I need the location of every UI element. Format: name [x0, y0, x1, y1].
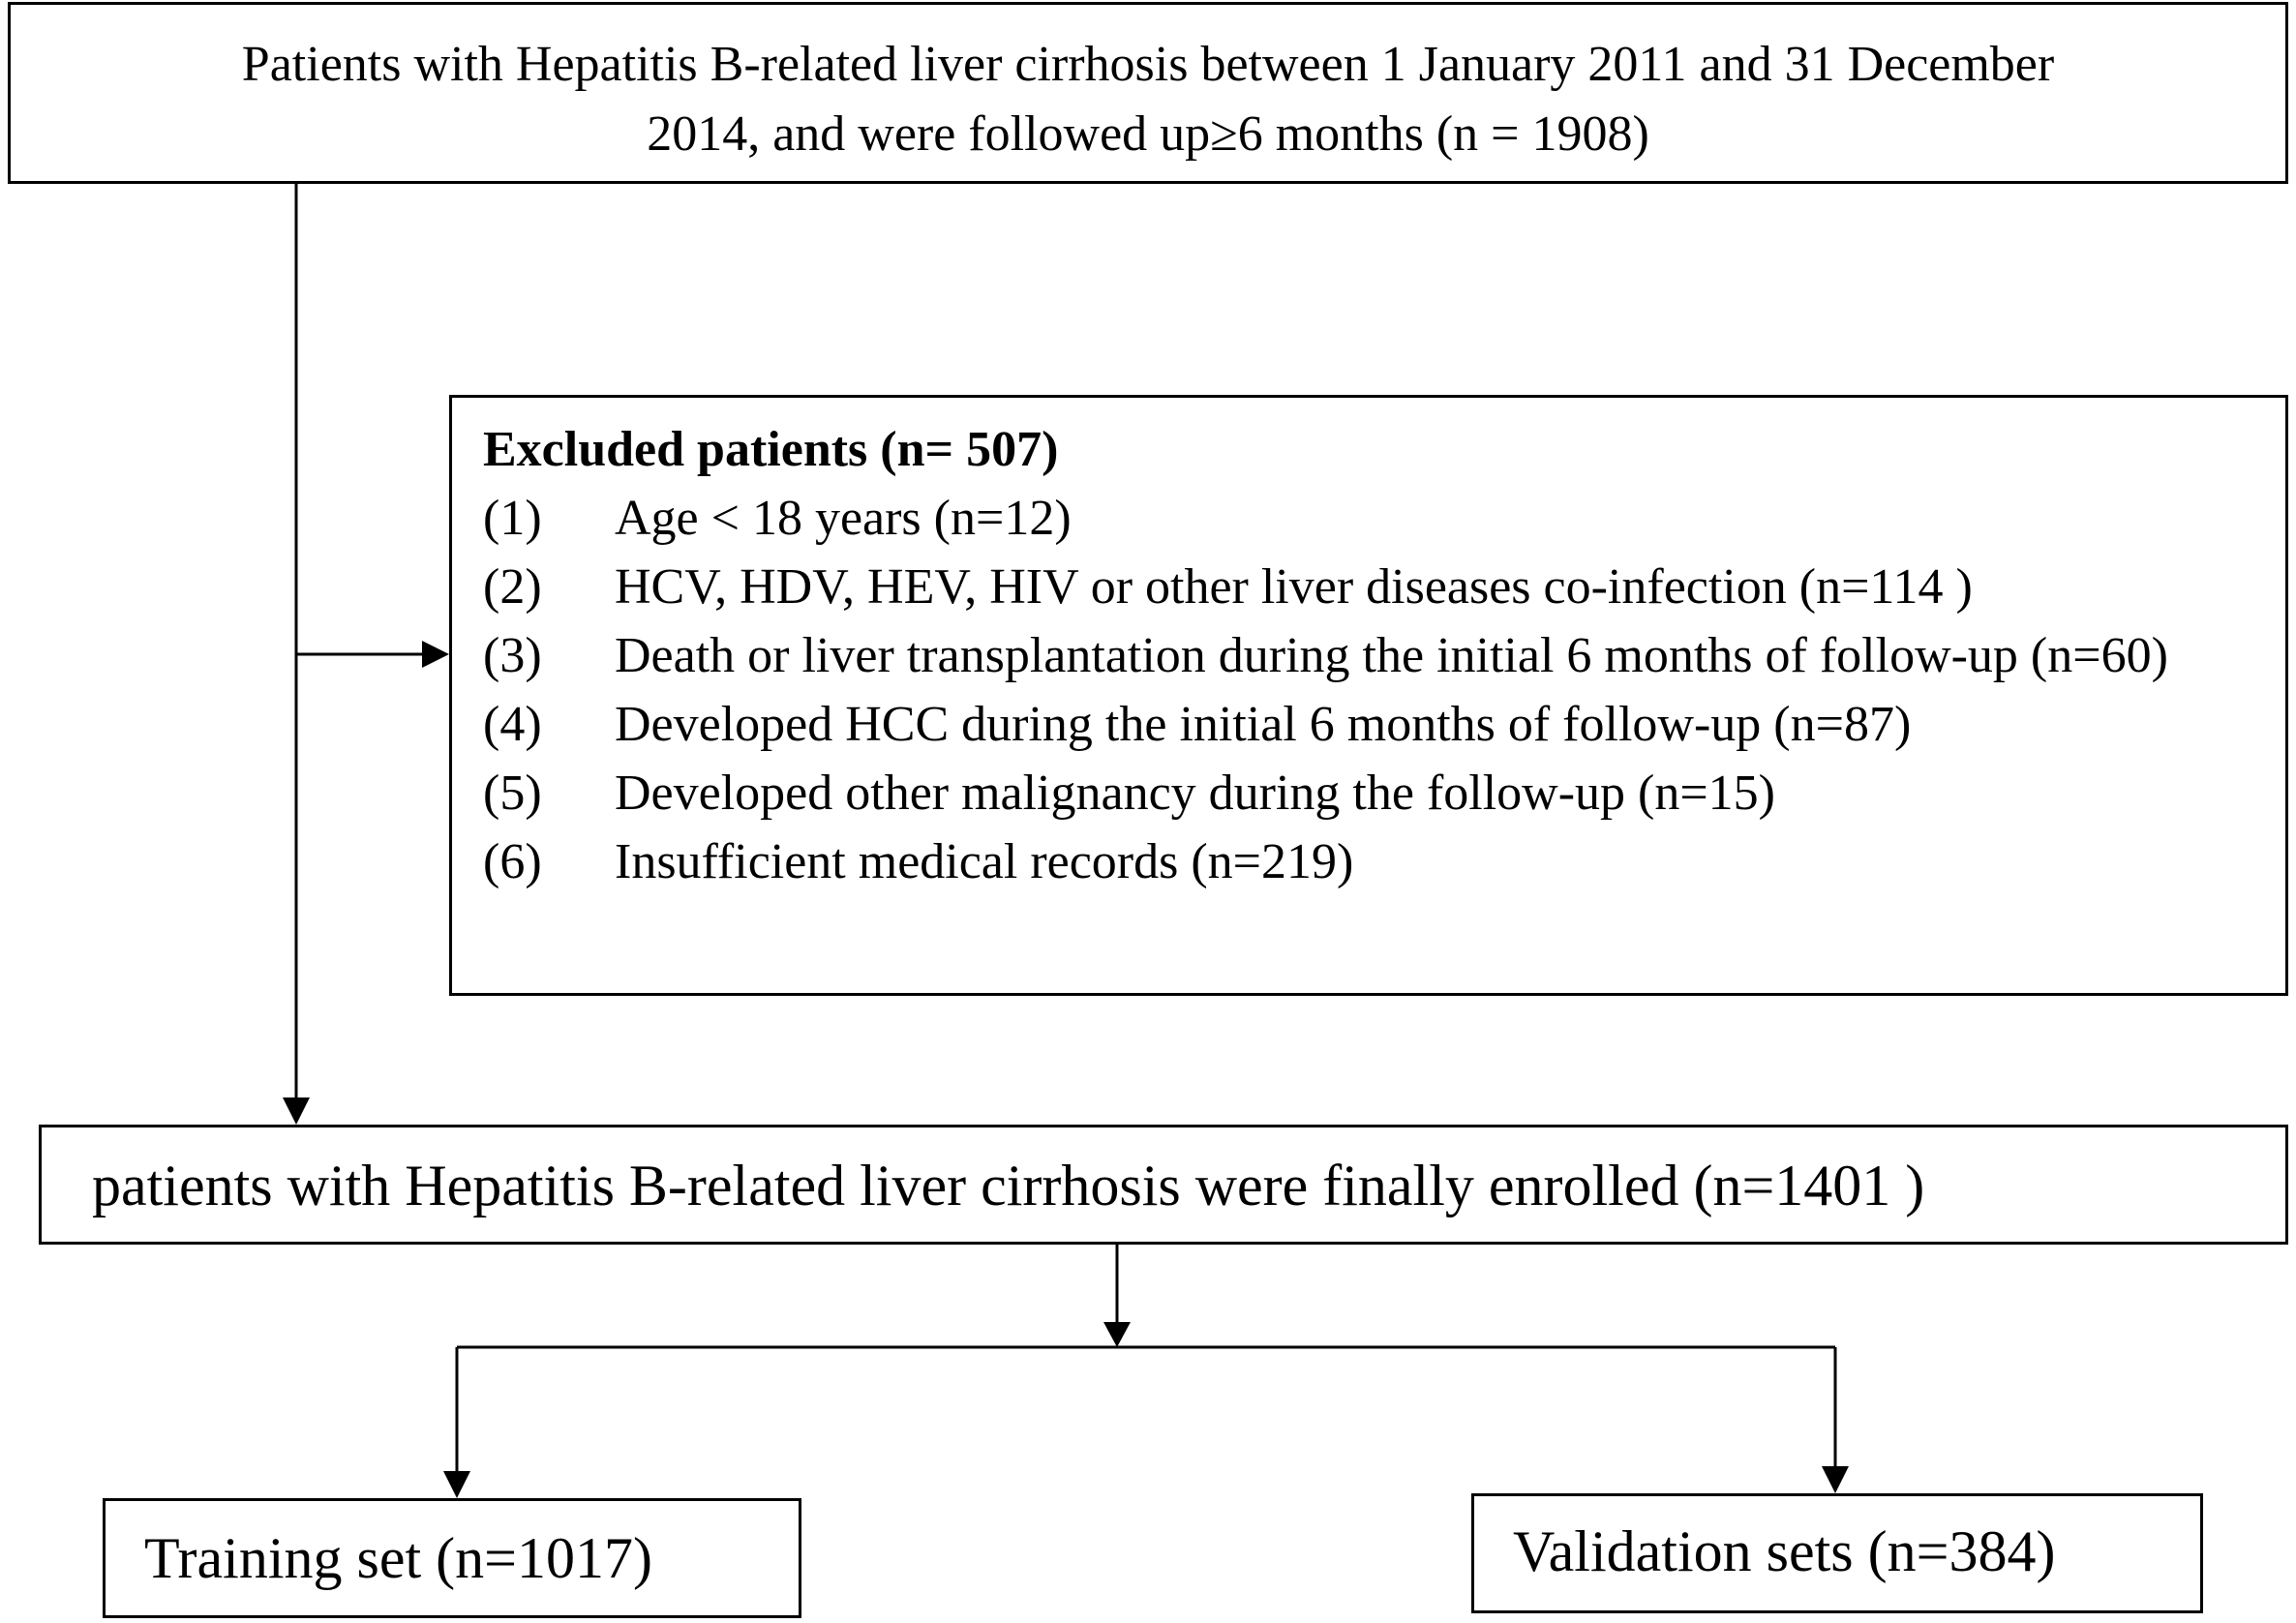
- initial-cohort-box: [8, 2, 2288, 184]
- exclusion-item-text: Death or liver transplantation during the initial 6 months of follow-up (n=60): [615, 628, 2168, 683]
- training-set-box: [103, 1498, 801, 1618]
- arrow-to-enrolled: [283, 1097, 310, 1125]
- initial-cohort-line-2: 2014, and were followed up≥6 months (n = 1908): [647, 106, 1649, 162]
- exclusion-item-number: (6): [483, 834, 542, 889]
- enrolled-patients-text: patients with Hepatitis B-related liver cirrhosis were finally enrolled (n=1401 ): [92, 1154, 1925, 1217]
- enrolled-patients-box: [39, 1125, 2288, 1245]
- exclusion-item: [483, 759, 2285, 827]
- arrow-to-validation: [1822, 1466, 1849, 1493]
- arrow-to-split: [1103, 1322, 1131, 1347]
- exclusion-item: [483, 484, 2285, 553]
- initial-cohort-line-1: Patients with Hepatitis B-related liver cirrhosis between 1 January 2011 and 31 December: [241, 37, 2055, 92]
- exclusion-item-text: Age < 18 years (n=12): [615, 491, 1072, 546]
- exclusion-item-text: Insufficient medical records (n=219): [615, 834, 1354, 889]
- exclusion-item: [483, 690, 2285, 759]
- validation-sets-text: Validation sets (n=384): [1513, 1519, 2056, 1583]
- exclusion-item: [483, 827, 2285, 896]
- exclusion-item: [483, 621, 2285, 690]
- excluded-patients-title: Excluded patients (n= 507): [483, 422, 1059, 477]
- exclusion-item-text: Developed other malignancy during the follow-up (n=15): [615, 766, 1775, 821]
- exclusion-item-text: Developed HCC during the initial 6 months of follow-up (n=87): [615, 697, 1912, 752]
- training-set-text: Training set (n=1017): [144, 1526, 652, 1590]
- excluded-patients-box: [449, 395, 2288, 996]
- exclusion-item-number: (1): [483, 491, 542, 546]
- validation-sets-box: [1471, 1493, 2203, 1613]
- arrow-to-excluded: [422, 641, 449, 668]
- exclusion-item-text: HCV, HDV, HEV, HIV or other liver diseases co-infection (n=114 ): [615, 559, 1973, 615]
- arrow-to-training: [443, 1471, 470, 1498]
- exclusion-item-number: (5): [483, 766, 542, 821]
- exclusion-item-number: (3): [483, 628, 542, 683]
- exclusion-item-number: (2): [483, 559, 542, 615]
- exclusion-item: [483, 553, 2285, 621]
- exclusion-item-number: (4): [483, 697, 542, 752]
